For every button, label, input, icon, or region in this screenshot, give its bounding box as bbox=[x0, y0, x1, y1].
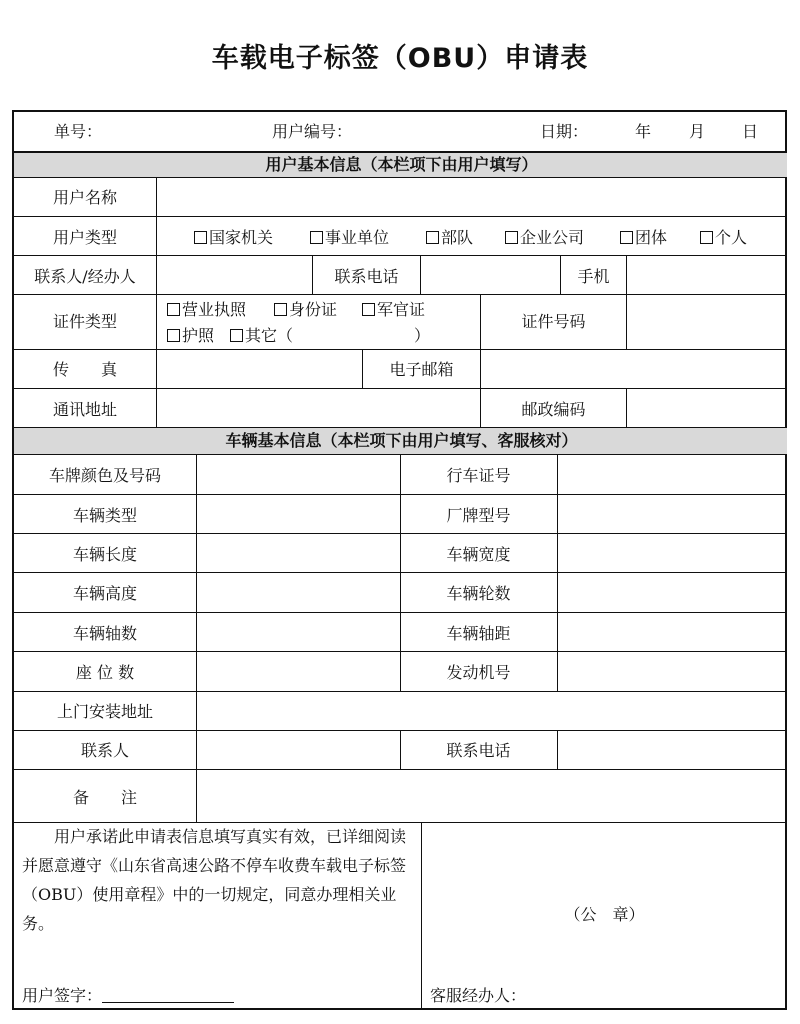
email-field[interactable] bbox=[481, 350, 787, 388]
vehicle-row-label: 车辆类型 bbox=[72, 506, 137, 525]
date-month: 月 bbox=[689, 122, 706, 141]
remarks-label: 备 注 bbox=[72, 788, 137, 807]
divider bbox=[626, 294, 627, 349]
divider bbox=[626, 388, 627, 427]
id-type-option-other[interactable]: 其它（ bbox=[230, 326, 293, 346]
contact-agent-field[interactable] bbox=[157, 256, 312, 294]
user-no-label: 用户编号： bbox=[272, 122, 353, 141]
id-type-other-close: ） bbox=[414, 326, 431, 345]
user-type-option[interactable]: 部队 bbox=[426, 228, 473, 248]
user-type-option[interactable]: 企业公司 bbox=[505, 228, 584, 248]
vehicle-row-label: 行车证号 bbox=[446, 466, 511, 485]
id-type-option[interactable]: 军官证 bbox=[362, 300, 425, 320]
signature-line[interactable] bbox=[102, 988, 234, 1003]
id-number-field[interactable] bbox=[627, 295, 787, 349]
contact-label: 联系人 bbox=[80, 741, 129, 760]
agent-signature-label: 客服经办人： bbox=[430, 986, 527, 1005]
vehicle-row-label: 车牌颜色及号码 bbox=[48, 466, 161, 485]
divider bbox=[557, 454, 558, 691]
vehicle-row-label: 发动机号 bbox=[446, 663, 511, 682]
date-day: 日 bbox=[742, 122, 759, 141]
checkbox[interactable] bbox=[700, 231, 713, 244]
divider bbox=[362, 349, 363, 388]
user-type-option[interactable]: 国家机关 bbox=[194, 228, 273, 248]
contact-agent-label: 联系人/经办人 bbox=[34, 267, 136, 286]
divider bbox=[196, 454, 197, 822]
divider bbox=[480, 388, 481, 427]
checkbox[interactable] bbox=[362, 303, 375, 316]
checkbox[interactable] bbox=[426, 231, 439, 244]
official-seal-label: （公 章） bbox=[564, 905, 645, 924]
vehicle-section-heading: 车辆基本信息（本栏项下由用户填写、客服核对） bbox=[225, 431, 578, 450]
phone-field[interactable] bbox=[421, 256, 560, 294]
divider bbox=[400, 454, 401, 691]
fax-field[interactable] bbox=[157, 350, 362, 388]
divider bbox=[560, 255, 561, 294]
vehicle-row-label: 车辆宽度 bbox=[446, 545, 511, 564]
checkbox[interactable] bbox=[194, 231, 207, 244]
divider bbox=[557, 730, 558, 769]
date-label: 日期： bbox=[540, 122, 589, 141]
checkbox[interactable] bbox=[230, 329, 243, 342]
user-type-option[interactable]: 个人 bbox=[700, 228, 747, 248]
divider bbox=[14, 216, 787, 217]
mobile-label: 手机 bbox=[577, 267, 610, 286]
user-type-option[interactable]: 团体 bbox=[620, 228, 667, 248]
address-field[interactable] bbox=[157, 389, 480, 427]
user-name-field[interactable] bbox=[157, 178, 787, 216]
id-number-label: 证件号码 bbox=[521, 312, 586, 331]
divider bbox=[480, 349, 481, 388]
checkbox[interactable] bbox=[167, 303, 180, 316]
date-year: 年 bbox=[635, 122, 652, 141]
user-section-heading: 用户基本信息（本栏项下由用户填写） bbox=[265, 155, 538, 174]
vehicle-row-label: 厂牌型号 bbox=[446, 506, 511, 525]
vehicle-row-label: 车辆长度 bbox=[72, 545, 137, 564]
application-form bbox=[12, 110, 787, 1010]
divider bbox=[312, 255, 313, 294]
mobile-field[interactable] bbox=[627, 256, 787, 294]
form-title: 车载电子标签（OBU）申请表 bbox=[211, 43, 589, 74]
vehicle-row-label: 座 位 数 bbox=[75, 663, 135, 682]
postcode-field[interactable] bbox=[627, 389, 787, 427]
fax-label: 传 真 bbox=[52, 360, 117, 379]
user-type-label: 用户类型 bbox=[52, 228, 117, 247]
divider bbox=[156, 177, 157, 427]
user-signature[interactable]: 用户签字： bbox=[22, 986, 234, 1006]
divider bbox=[420, 255, 421, 294]
address-label: 通讯地址 bbox=[52, 400, 117, 419]
checkbox[interactable] bbox=[620, 231, 633, 244]
install-address-label: 上门安装地址 bbox=[56, 702, 153, 721]
user-type-option[interactable]: 事业单位 bbox=[310, 228, 389, 248]
remarks-field[interactable] bbox=[197, 770, 787, 822]
checkbox[interactable] bbox=[167, 329, 180, 342]
checkbox[interactable] bbox=[505, 231, 518, 244]
email-label: 电子邮箱 bbox=[389, 360, 454, 379]
divider bbox=[400, 730, 401, 769]
postcode-label: 邮政编码 bbox=[521, 400, 586, 419]
checkbox[interactable] bbox=[274, 303, 287, 316]
vehicle-row-label: 车辆轴距 bbox=[446, 624, 511, 643]
phone-label: 联系电话 bbox=[334, 267, 399, 286]
divider bbox=[626, 255, 627, 294]
id-type-option[interactable]: 营业执照 bbox=[167, 300, 246, 320]
install-address-field[interactable] bbox=[197, 692, 787, 730]
id-type-option[interactable]: 护照 bbox=[167, 326, 214, 346]
commitment-text: 用户承诺此申请表信息填写真实有效，已详细阅读并愿意遵守《山东省高速公路不停车收费车载电子标签（OBU）使用章程》中的一切规定，同意办理相关业务。 bbox=[22, 827, 407, 933]
vehicle-row-label: 车辆高度 bbox=[72, 584, 137, 603]
vehicle-row-label: 车辆轮数 bbox=[446, 584, 511, 603]
checkbox[interactable] bbox=[310, 231, 323, 244]
vehicle-row-label: 车辆轴数 bbox=[72, 624, 137, 643]
id-type-label: 证件类型 bbox=[52, 312, 117, 331]
id-type-option[interactable]: 身份证 bbox=[274, 300, 337, 320]
divider bbox=[480, 294, 481, 349]
contact-phone-label: 联系电话 bbox=[446, 741, 511, 760]
user-name-label: 用户名称 bbox=[52, 188, 117, 207]
order-no-label: 单号： bbox=[54, 122, 103, 141]
